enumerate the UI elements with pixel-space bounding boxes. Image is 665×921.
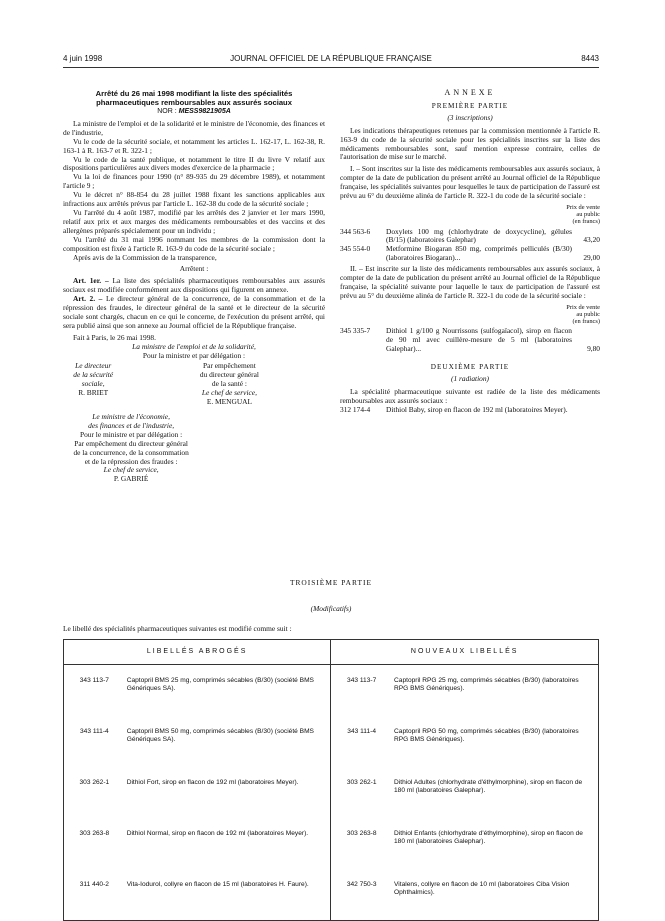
old-code-cell: 343 111-4: [64, 716, 126, 767]
signature-block: [63, 362, 325, 407]
new-code-cell: 303 263-8: [331, 818, 393, 869]
preamble-paragraph: Vu la loi de finances pour 1990 (n° 89-935 du 29 décembre 1989), et notamment l'article 9 ;: [63, 172, 325, 191]
part-three-intro: Le libellé des spécialités pharmaceutiques suivantes est modifié comme suit :: [63, 624, 292, 633]
nor-line: [63, 108, 325, 117]
price-header-1: Prix de vente: [566, 203, 600, 211]
price-header-3: (en francs): [572, 318, 600, 326]
table-row: [64, 716, 599, 767]
article-1-text: La liste des spécialités pharmaceutiques remboursables aux assurés sociaux est modifiée conformément aux dispositions qui figurent en annexe.: [63, 276, 325, 295]
page-header: [63, 54, 599, 66]
preamble-paragraph: La ministre de l'emploi et de la solidarité et le ministre de l'économie, des finances et de l'industrie,: [63, 118, 325, 137]
table-row: [64, 767, 599, 818]
decree-title: Arrêté du 26 mai 1998 modifiant la liste des spécialités pharmaceutiques remboursables aux assurés sociaux: [95, 89, 293, 107]
modifications-table: [63, 639, 599, 921]
old-code-cell: 343 113-7: [64, 665, 126, 717]
table-row: [64, 665, 599, 717]
med-description: Doxylets 100 mg (chlorhydrate de doxycycline), gélules (B/15) (laboratoires Galephar): [386, 226, 572, 245]
sig-left-role: Le directeur: [75, 361, 112, 371]
rad-code: 312 174-4: [340, 404, 371, 414]
old-label-cell: Dithiol Normal, sirop en flacon de 192 ml (laboratoires Meyer).: [126, 818, 331, 869]
part-one-heading: PREMIÈRE PARTIE: [431, 101, 509, 110]
annexe-heading: ANNEXE: [444, 88, 496, 97]
new-label-cell: Dithiol Adultes (chlorhydrate d'éthylmorphine), sirop en flacon de 180 ml (laboratoires Galephar).: [393, 767, 598, 818]
med-description: Dithiol 1 g/100 g Nourrissons (sulfogaïacol), sirop en flacon de 90 ml avec cuillère-mesure de 5 ml (laboratoires Galephar)...: [386, 326, 572, 354]
radiation-count: (1 radiation): [451, 374, 489, 384]
right-column: [340, 89, 600, 415]
sig-left-name: R. BRIET: [78, 388, 109, 398]
med-price: 29,00: [583, 253, 600, 263]
old-label-cell: Captopril BMS 50 mg, comprimés sécables (B/30) (société BMS Génériques SA).: [126, 716, 331, 767]
new-code-cell: 342 750-3: [331, 869, 393, 921]
preamble-paragraph: Après avis de la Commission de la transparence,: [73, 252, 217, 262]
price-header-2: au public: [576, 311, 600, 319]
old-label-cell: Dithiol Fort, sirop en flacon de 192 ml (laboratoires Meyer).: [126, 767, 331, 818]
left-column: [63, 89, 325, 484]
annexe-paragraph-2: I. – Sont inscrites sur la liste des médicaments remboursables aux assurés sociaux, à compter de la date de publication du présent arrêté au Journal officiel de la République française, les spécialités suivantes pour lesquelles le taux de participation de l'assuré est prévu au 6° du deuxième alinéa de l'article R. 322-1 du code de la sécurité sociale :: [340, 164, 600, 201]
price-header: [340, 204, 600, 226]
new-code-cell: 343 113-7: [331, 665, 393, 717]
header-journal-title: JOURNAL OFFICIEL DE LA RÉPUBLIQUE FRANÇAISE: [230, 54, 432, 63]
med-price: 9,80: [587, 344, 600, 354]
med-code: 345 554-0: [340, 244, 371, 254]
new-label-cell: Captopril RPG 25 mg, comprimés sécables (B/30) (laboratoires RPG BMS Génériques).: [393, 665, 598, 717]
table-row: [64, 818, 599, 869]
sig-right-role: Le chef de service,: [201, 388, 257, 398]
col-header-new: NOUVEAUX LIBELLÉS: [331, 640, 599, 665]
price-header-2: au public: [576, 211, 600, 219]
med-price: 43,20: [583, 235, 600, 245]
article-1-label: Art. 1er. –: [73, 276, 109, 286]
price-header-3: (en francs): [572, 218, 600, 226]
annexe-paragraph-4: La spécialité pharmaceutique suivante est radiée de la liste des médicaments remboursables aux assurés sociaux :: [340, 386, 600, 405]
medication-entry: [340, 245, 600, 263]
med-description: Metformine Biogaran 850 mg, comprimés pelliculés (B/30) (laboratoires Biogaran)...: [386, 244, 572, 263]
signature-left: [63, 362, 189, 407]
eco-minister-2: des finances et de l'industrie,: [88, 420, 175, 430]
old-label-cell: Captopril BMS 25 mg, comprimés sécables (B/30) (société BMS Génériques SA).: [126, 665, 331, 717]
table-header-row: [64, 640, 599, 665]
header-date: 4 juin 1998: [63, 54, 103, 63]
nor-label: NOR :: [157, 108, 177, 115]
nor-code: MESS9821905A: [178, 108, 231, 115]
header-rule: [63, 67, 599, 68]
old-code-cell: 303 262-1: [64, 767, 126, 818]
article-1: [63, 277, 325, 295]
modificatifs-label: (Modificatifs): [310, 604, 352, 613]
signed-at: Fait à Paris, le 26 mai 1998.: [73, 332, 156, 342]
rad-description: Dithiol Baby, sirop en flacon de 192 ml (laboratoires Meyer).: [386, 404, 568, 414]
minister-solidarity: La ministre de l'emploi et de la solidarité,: [132, 341, 256, 351]
article-2: [63, 295, 325, 331]
preamble-paragraph: Vu l'arrêté du 4 août 1987, modifié par les arrêtés des 2 janvier et 1er mars 1990, relatif aux prix et aux marges des médicaments remboursables et des vaccins et des allergènes préparés spécialement pour un individu ;: [63, 207, 325, 235]
new-label-cell: Vitalens, collyre en flacon de 10 ml (laboratoires Ciba Vision Ophthalmics).: [393, 869, 598, 921]
preamble-paragraph: Vu le décret n° 88-854 du 28 juillet 1988 fixant les sanctions applicables aux infractions aux arrêtés prévus par l'article L. 162-38 du code de la sécurité sociale ;: [63, 190, 325, 209]
table-row: [64, 869, 599, 921]
article-2-label: Art. 2. –: [73, 294, 103, 304]
sig-right-line2: de la santé :: [211, 379, 247, 389]
medication-entry: [340, 228, 600, 246]
preamble-paragraph: Vu l'arrêté du 31 mai 1996 nommant les membres de la commission dont la composition est fixée à l'article R. 163-9 du code de la sécurité sociale ;: [63, 234, 325, 253]
eco-delegation: Pour le ministre et par délégation :: [80, 429, 183, 439]
price-header: [340, 304, 600, 326]
delegation-line: Pour la ministre et par délégation :: [142, 350, 246, 360]
preamble-paragraph: Vu le code de la sécurité sociale, et notamment les articles L. 162-17, L. 162-38, R. 163-1 à R. 163-7 et R. 322-1 ;: [63, 136, 325, 155]
eco-minister-1: Le ministre de l'économie,: [92, 412, 170, 421]
new-label-cell: Captopril RPG 50 mg, comprimés sécables (B/30) (laboratoires RPG BMS Génériques).: [393, 716, 598, 767]
sig-left-service: de la sécurité sociale,: [73, 370, 114, 389]
eco-chef-service: Le chef de service,: [103, 465, 159, 475]
old-code-cell: 303 263-8: [64, 818, 126, 869]
eco-empechement-1: Par empêchement du directeur général: [74, 438, 188, 448]
inscriptions-count: (3 inscriptions): [447, 112, 493, 122]
arretent-heading: Arrêtent :: [179, 264, 209, 274]
annexe-paragraph-3: II. – Est inscrite sur la liste des médicaments remboursables aux assurés sociaux, à compter de la date de publication du présent arrêté au Journal officiel de la République française, la spécialité suivante pour laquelle le taux de participation de l'assuré est prévu au 5° du deuxième alinéa de l'article R. 322-1 du code de la sécurité sociale :: [340, 264, 600, 300]
article-2-text: Le directeur général de la concurrence, de la consommation et de la répression des fraudes, le directeur général de la santé et le directeur de la sécurité sociale sont chargés, chacun en ce qui le concerne, de l'exécution du présent arrêté, qui sera publié ainsi que son annexe au Journal officiel de la République française.: [63, 294, 325, 330]
old-code-cell: 311 440-2: [64, 869, 126, 921]
sig-right-line1: Par empêchement du directeur général: [199, 361, 259, 380]
eco-empechement-2: de la concurrence, de la consommation: [73, 447, 189, 457]
old-label-cell: Vita-Iodurol, collyre en flacon de 15 ml (laboratoires H. Faure).: [126, 869, 331, 921]
sig-right-name: E. MENGUAL: [206, 397, 253, 407]
part-two-heading: DEUXIÈME PARTIE: [430, 363, 510, 372]
part-three-heading: TROISIÈME PARTIE: [289, 578, 372, 587]
med-code: 345 335-7: [340, 326, 371, 336]
annexe-paragraph-1: Les indications thérapeutiques retenues par la commission mentionnée à l'article R. 163-9 du code de la sécurité sociale pour les spécialités inscrites sur la liste des médicaments remboursables sont, sauf mention expresse contraire, celles de l'autorisation de mise sur le marché.: [340, 125, 600, 162]
eco-empechement-3: et de la répression des fraudes :: [84, 456, 178, 466]
medication-entry: [340, 327, 600, 354]
preamble-paragraph: Vu le code de la santé publique, et notamment le titre II du livre V relatif aux dispositions particulières aux divers modes d'exercice de la pharmacie ;: [63, 154, 325, 173]
price-header-1: Prix de vente: [566, 303, 600, 311]
radiation-entry: [340, 406, 600, 415]
signature-right: [199, 362, 325, 407]
header-page-number: 8443: [581, 54, 599, 63]
new-code-cell: 343 111-4: [331, 716, 393, 767]
new-code-cell: 303 262-1: [331, 767, 393, 818]
med-code: 344 563-6: [340, 226, 371, 236]
col-header-old: LIBELLÉS ABROGÉS: [64, 640, 331, 665]
eco-signer-name: P. GABRIÉ: [113, 474, 149, 484]
eco-signature-block: [63, 413, 199, 484]
new-label-cell: Dithiol Enfants (chlorhydrate d'éthylmorphine), sirop en flacon de 180 ml (laboratoires Galephar).: [393, 818, 598, 869]
